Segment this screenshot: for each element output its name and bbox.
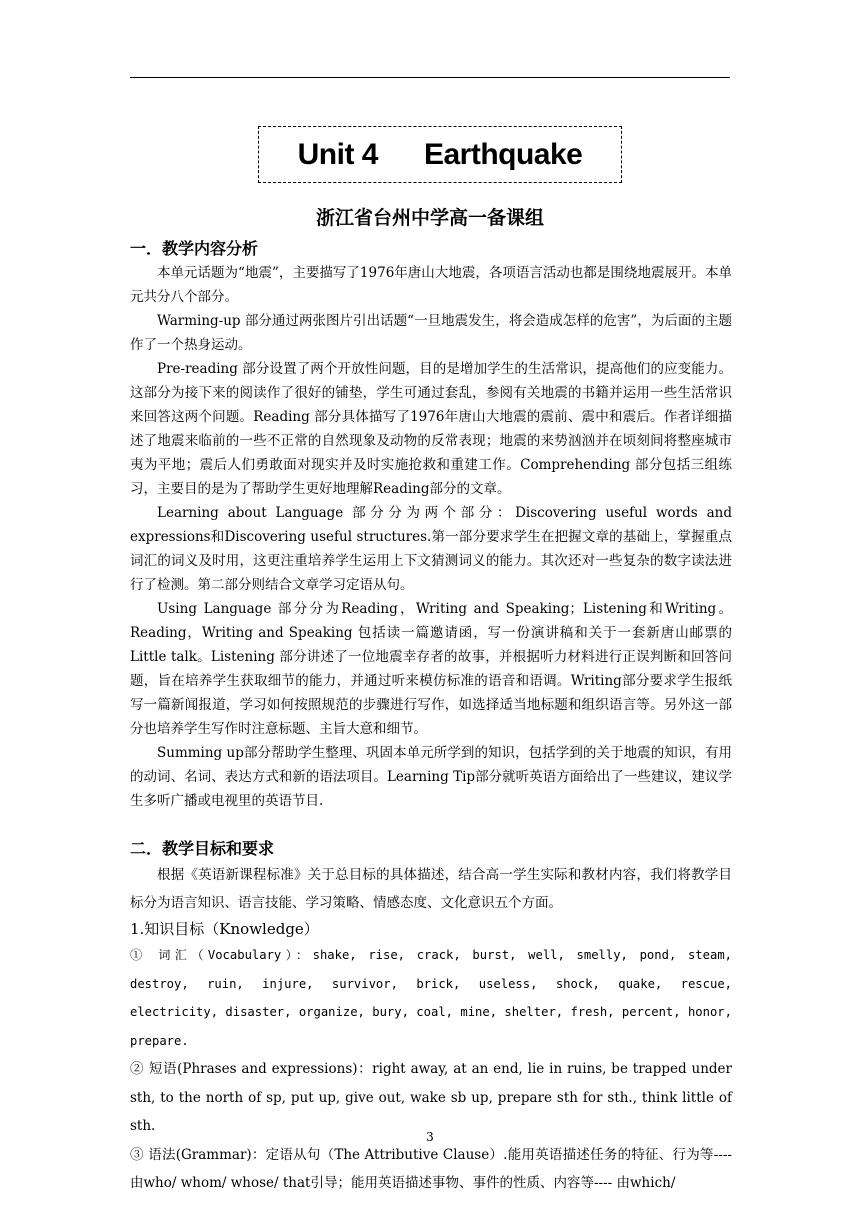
knowledge-title: 1.知识目标（Knowledge） bbox=[130, 920, 319, 938]
header-rule bbox=[130, 77, 730, 78]
paragraph: Pre-reading 部分设置了两个开放性问题，目的是增加学生的生活常识，提高他们的应变能力。这部分为接下来的阅读作了很好的铺垫，学生可通过套乱，参阅有关地震的书籍并运用一些生活常识来回答这两个问题。Reading 部分具体描写了1976年唐山大地震的震前、震中和震后。作者详细描述了地震来临前的一些不正常的自然现象及动物的反常表现；地震的来势汹汹并在顷刻间将整座城市夷为平地；震后人们勇敢面对现实并及时实施抢救和重建工作。Comprehending 部分包括三组练习，主要目的是为了帮助学生更好地理解Reading部分的文章。 bbox=[130, 361, 732, 497]
grammar-note: ③ 语法(Grammar)：定语从句（The Attributive Clause）.能用英语描述任务的特征、行为等---- 由who/ whom/ whose/ that引导；能用英语描述事物、事件的性质、内容等---- 由which/ bbox=[130, 1146, 732, 1191]
section-content-analysis bbox=[130, 237, 732, 813]
paragraph: Learning about Language 部分分为两个部分：Discovering useful words and expressions和Discovering useful structures.第一部分要求学生在把握文章的基础上，掌握重点词汇的词义及时用，这更注重培养学生运用上下文猜测词义的能力。其次还对一些复杂的数字读法进行了检测。第二部分则结合文章学习定语从句。 bbox=[130, 505, 732, 593]
unit-title-box bbox=[258, 126, 622, 183]
paragraph: 根据《英语新课程标准》关于总目标的具体描述，结合高一学生实际和教材内容，我们将教学目标分为语言知识、语言技能、学习策略、情感态度、文化意识五个方面。 bbox=[130, 867, 732, 911]
vocabulary-list: ① 词汇（Vocabulary）：shake, rise, crack, burst, well, smelly, pond, steam, destroy, ruin, injure, survivor, brick, useless, shock, quake, rescue, electricity, disaster, organize, bury, coal, mine, shelter, fresh, percent, honor, prepare. bbox=[130, 948, 732, 1048]
paragraph: Warming-up 部分通过两张图片引出话题“一旦地震发生，将会造成怎样的危害”，为后面的主题作了一个热身运动。 bbox=[130, 313, 732, 353]
paragraph: 本单元话题为“地震”，主要描写了1976年唐山大地震，各项语言活动也都是围绕地震展开。本单元共分八个部分。 bbox=[130, 265, 732, 305]
paragraph: Using Language 部分分为Reading，Writing and Speaking；Listening和Writing。Reading，Writing and Speaking 包括读一篇邀请函，写一份演讲稿和关于一套新唐山邮票的Little talk。Listening 部分讲述了一位地震幸存者的故事，并根据听力材料进行正误判断和回答问题，旨在培养学生获取细节的能力，并通过听来模仿标准的语音和语调。Writing部分要求学生报纸写一篇新闻报道，学习如何按照规范的步骤进行写作，如选择适当地标题和组织语言等。另外这一部分也培养学生写作时注意标题、主旨大意和细节。 bbox=[130, 601, 732, 737]
unit-topic: Earthquake bbox=[423, 137, 583, 171]
phrases-list: ② 短语(Phrases and expressions)：right away, at an end, lie in ruins, be trapped under sth, to the north of sp, put up, give out, wake sb up, prepare sth for sth., think little of sth. bbox=[130, 1061, 732, 1134]
unit-number: Unit 4 bbox=[297, 137, 378, 171]
section-heading: 二．教学目标和要求 bbox=[130, 839, 275, 858]
document-body bbox=[130, 237, 732, 1198]
paragraph: Summing up部分帮助学生整理、巩固本单元所学到的知识，包括学到的关于地震的知识，有用的动词、名词、表达方式和新的语法项目。Learning Tip部分就听英语方面给出了一些建议，建议学生多听广播或电视里的英语节目. bbox=[130, 745, 732, 809]
section-heading: 一．教学内容分析 bbox=[130, 239, 259, 258]
author-group: 浙江省台州中学高一备课组 bbox=[315, 207, 544, 229]
page-number: 3 bbox=[426, 1130, 434, 1144]
